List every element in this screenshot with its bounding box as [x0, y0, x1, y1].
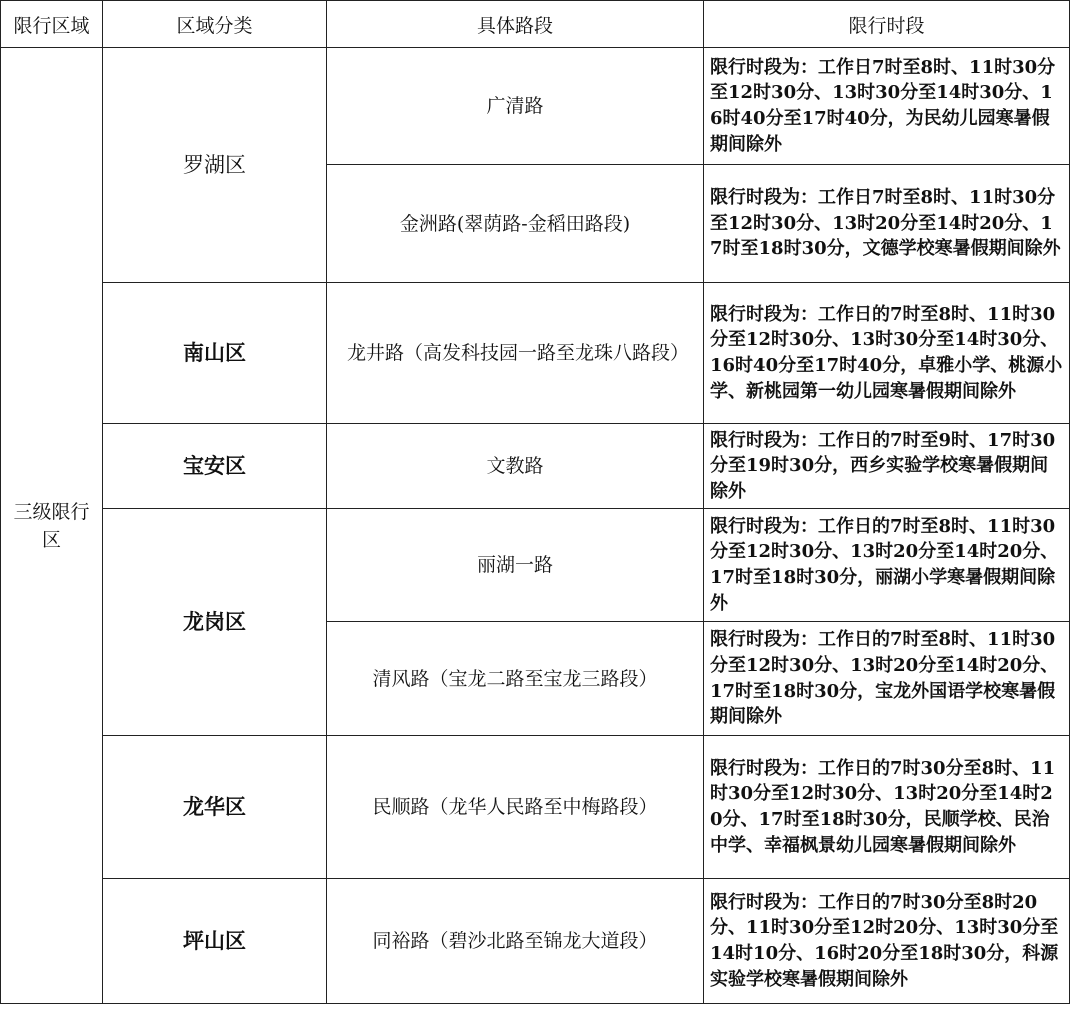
header-period: 限行时段 — [704, 1, 1070, 48]
table-row — [1, 509, 1070, 622]
period-cell: 限行时段为：工作日的7时至8时、11时30分至12时30分、13时30分至14时30分、16时40分至17时40分，卓雅小学、桃源小学、新桃园第一幼儿园寒暑假期间除外 — [704, 283, 1070, 424]
district-cell: 宝安区 — [103, 424, 327, 509]
table-row — [1, 283, 1070, 424]
road-cell: 龙井路（高发科技园一路至龙珠八路段） — [327, 283, 704, 424]
period-cell: 限行时段为：工作日7时至8时、11时30分至12时30分、13时20分至14时20分、17时至18时30分，文德学校寒暑假期间除外 — [704, 165, 1070, 283]
district-cell: 龙华区 — [103, 736, 327, 879]
period-cell: 限行时段为：工作日的7时至9时、17时30分至19时30分，西乡实验学校寒暑假期间除外 — [704, 424, 1070, 509]
district-cell: 南山区 — [103, 283, 327, 424]
district-cell: 龙岗区 — [103, 509, 327, 736]
period-cell: 限行时段为：工作日的7时30分至8时、11时30分至12时30分、13时20分至14时20分、17时至18时30分，民顺学校、民治中学、幸福枫景幼儿园寒暑假期间除外 — [704, 736, 1070, 879]
header-row — [1, 1, 1070, 48]
road-cell: 广清路 — [327, 48, 704, 165]
road-cell: 丽湖一路 — [327, 509, 704, 622]
district-cell: 坪山区 — [103, 879, 327, 1004]
header-zone: 限行区域 — [1, 1, 103, 48]
road-cell: 文教路 — [327, 424, 704, 509]
table-row — [1, 48, 1070, 165]
header-district: 区域分类 — [103, 1, 327, 48]
road-cell: 同裕路（碧沙北路至锦龙大道段） — [327, 879, 704, 1004]
table-row — [1, 424, 1070, 509]
road-cell: 清风路（宝龙二路至宝龙三路段） — [327, 622, 704, 736]
header-road: 具体路段 — [327, 1, 704, 48]
zone-cell: 三级限行区 — [1, 48, 103, 1004]
road-cell: 民顺路（龙华人民路至中梅路段） — [327, 736, 704, 879]
period-cell: 限行时段为：工作日的7时30分至8时20分、11时30分至12时20分、13时30分至14时10分、16时20分至18时30分，科源实验学校寒暑假期间除外 — [704, 879, 1070, 1004]
road-cell: 金洲路(翠荫路-金稻田路段) — [327, 165, 704, 283]
period-cell: 限行时段为：工作日7时至8时、11时30分至12时30分、13时30分至14时30分、16时40分至17时40分，为民幼儿园寒暑假期间除外 — [704, 48, 1070, 165]
table-row — [1, 879, 1070, 1004]
table-row — [1, 736, 1070, 879]
period-cell: 限行时段为：工作日的7时至8时、11时30分至12时30分、13时20分至14时20分、17时至18时30分，宝龙外国语学校寒暑假期间除外 — [704, 622, 1070, 736]
period-cell: 限行时段为：工作日的7时至8时、11时30分至12时30分、13时20分至14时20分、17时至18时30分，丽湖小学寒暑假期间除外 — [704, 509, 1070, 622]
district-cell: 罗湖区 — [103, 48, 327, 283]
